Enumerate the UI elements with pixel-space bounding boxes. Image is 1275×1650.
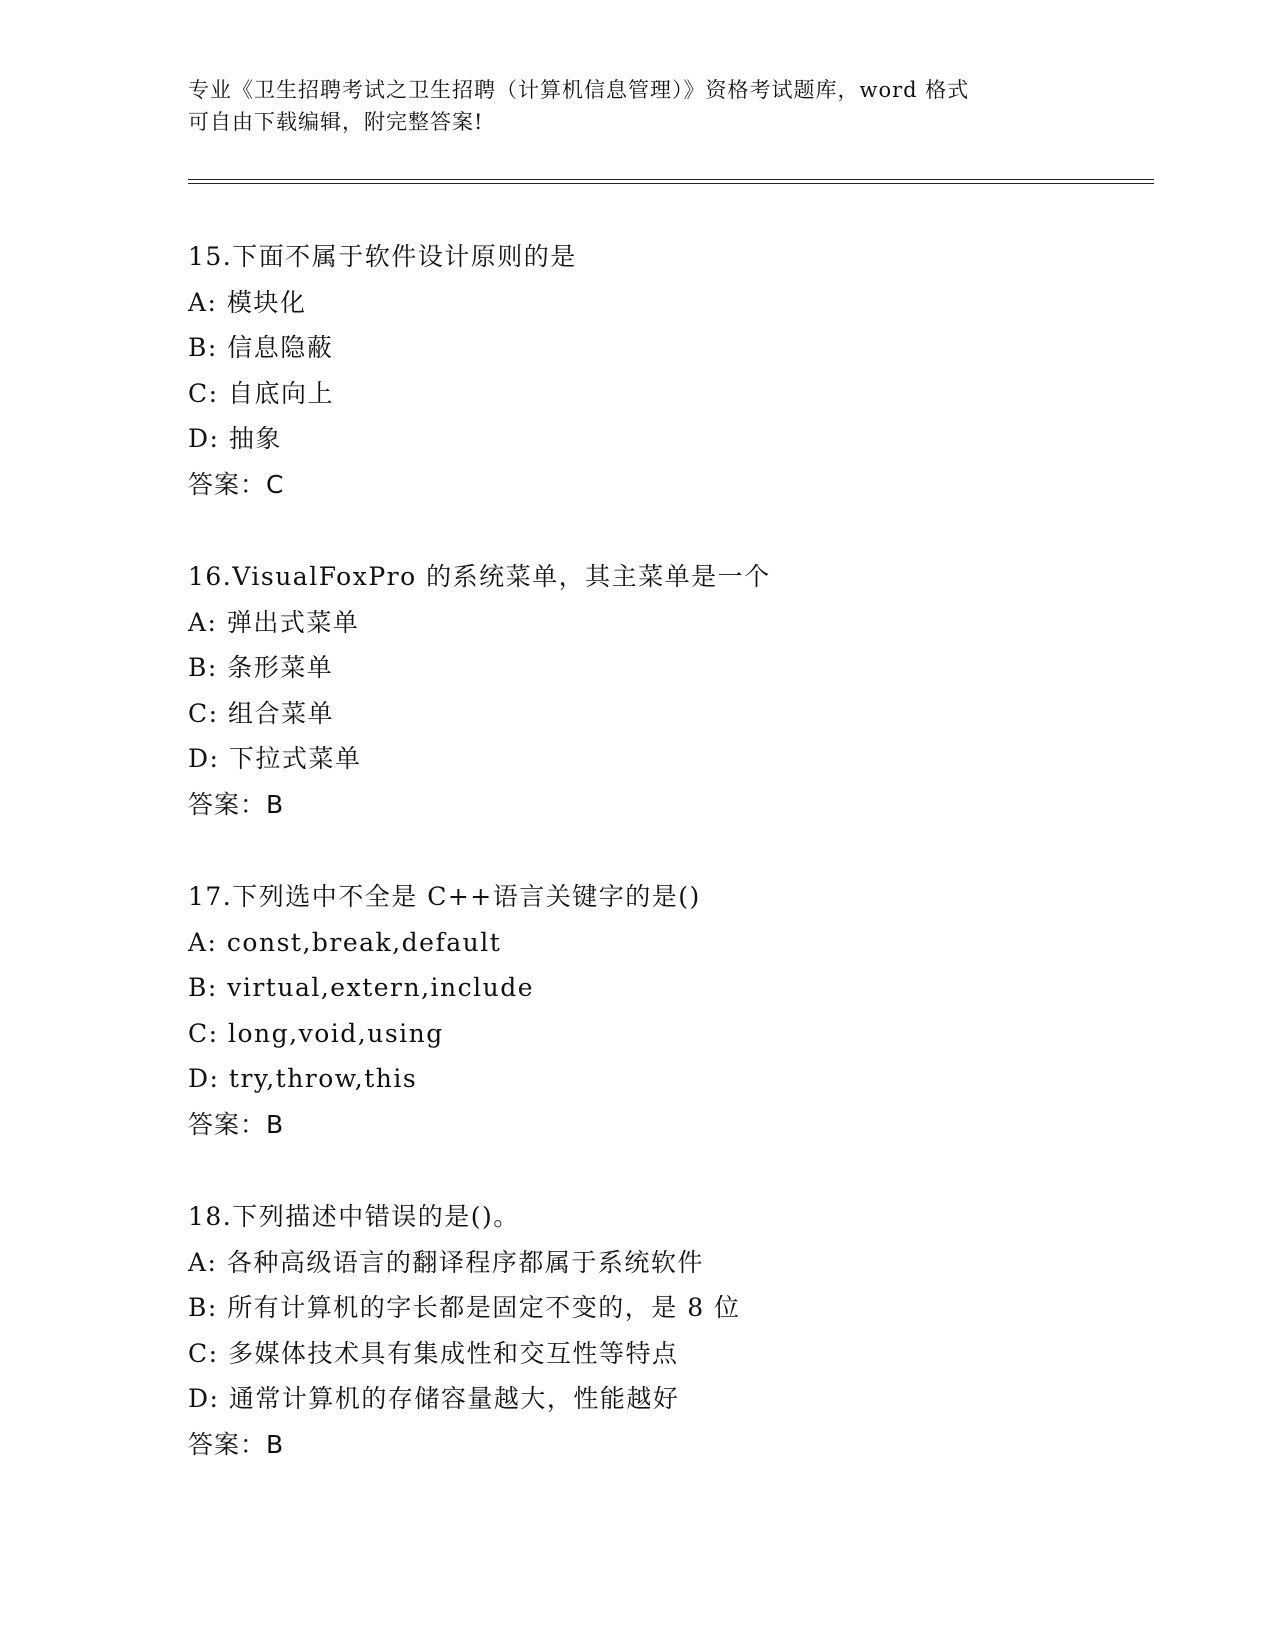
question-stem: 17.下列选中不全是 C++语言关键字的是()	[188, 882, 701, 911]
header-line-1: 专业《卫生招聘考试之卫生招聘（计算机信息管理）》资格考试题库，word 格式	[188, 78, 970, 102]
option-b: B: 所有计算机的字长都是固定不变的，是 8 位	[188, 1293, 741, 1323]
option-b: B: 信息隐蔽	[188, 333, 334, 363]
option-a: A: const,break,default	[188, 927, 502, 957]
answer-line: 答案：B	[188, 789, 285, 819]
question-stem: 18.下列描述中错误的是()。	[188, 1202, 520, 1231]
header-divider-bottom	[188, 183, 1154, 184]
option-c: C: 多媒体技术具有集成性和交互性等特点	[188, 1338, 679, 1368]
question-stem: 15.下面不属于软件设计原则的是	[188, 242, 577, 271]
question-list	[188, 234, 1148, 1514]
option-a: A: 弹出式菜单	[188, 607, 360, 637]
option-a: A: 各种高级语言的翻译程序都属于系统软件	[188, 1247, 704, 1277]
question-15	[188, 234, 1148, 554]
option-c: C: long,void,using	[188, 1018, 444, 1048]
header-divider-top	[188, 179, 1154, 180]
question-16	[188, 554, 1148, 874]
answer-line: 答案：B	[188, 1109, 285, 1139]
option-b: B: virtual,extern,include	[188, 973, 535, 1003]
option-d: D: 通常计算机的存储容量越大，性能越好	[188, 1384, 680, 1414]
header-line-2: 可自由下载编辑，附完整答案!	[188, 110, 484, 134]
option-a: A: 模块化	[188, 287, 307, 317]
option-c: C: 自底向上	[188, 378, 334, 408]
question-17	[188, 874, 1148, 1194]
option-d: D: try,throw,this	[188, 1064, 418, 1094]
answer-line: 答案：C	[188, 469, 285, 499]
answer-line: 答案：B	[188, 1429, 285, 1459]
question-18	[188, 1194, 1148, 1514]
option-d: D: 抽象	[188, 424, 282, 454]
option-b: B: 条形菜单	[188, 653, 334, 683]
option-d: D: 下拉式菜单	[188, 744, 362, 774]
option-c: C: 组合菜单	[188, 698, 334, 728]
question-stem: 16.VisualFoxPro 的系统菜单，其主菜单是一个	[188, 562, 771, 591]
document-header	[188, 74, 1088, 138]
